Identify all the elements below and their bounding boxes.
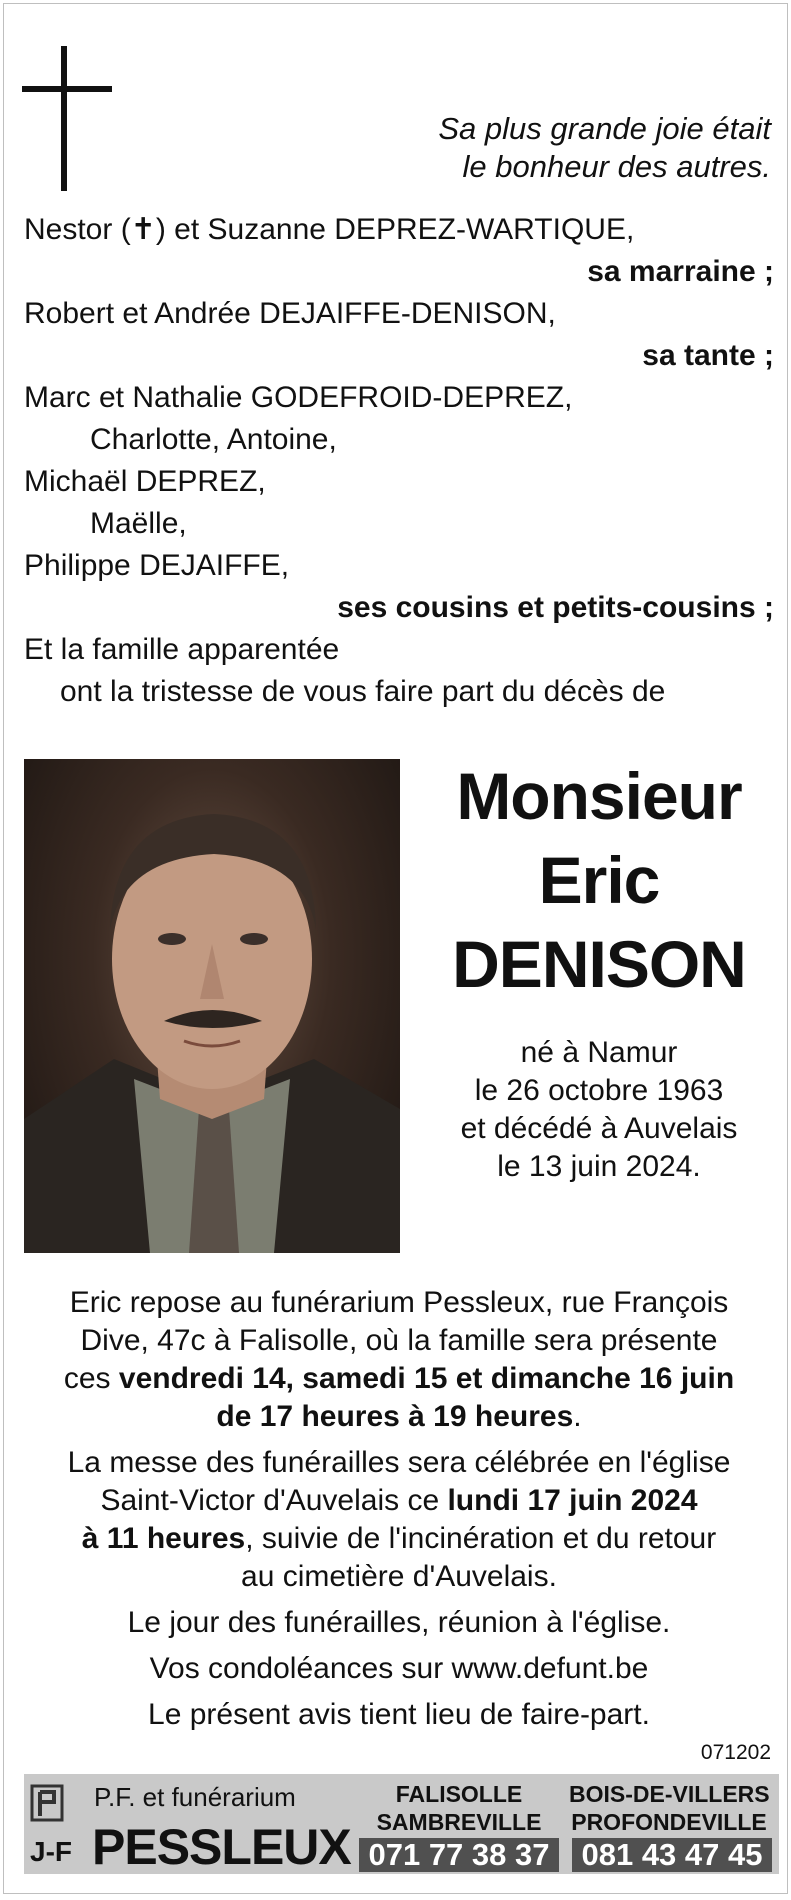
location-line: SAMBREVILLE <box>376 1809 542 1835</box>
text-span: , suivie de l'incinération et du retour <box>245 1522 717 1555</box>
location-line: PROFONDEVILLE <box>571 1809 767 1835</box>
text-line <box>24 1360 774 1398</box>
funeral-home-brand: PESSLEUX <box>92 1819 351 1875</box>
location-bois-de-villers <box>569 1780 769 1836</box>
text-line: au cimetière d'Auvelais. <box>241 1560 557 1593</box>
text-line: Eric repose au funérarium Pessleux, rue François <box>69 1286 729 1319</box>
family-row: Maëlle, <box>90 507 187 540</box>
text-line <box>24 1482 774 1520</box>
funeral-home-initials: J-F <box>30 1836 72 1867</box>
visitation-hours: de 17 heures à 19 heures <box>216 1400 574 1433</box>
phone-falisolle[interactable]: 071 77 38 37 <box>359 1838 559 1872</box>
announcement-line: ont la tristesse de vous faire part du décès de <box>60 675 666 708</box>
born-place: né à Namur <box>520 1036 678 1069</box>
mass-time: à 11 heures <box>81 1522 246 1555</box>
reference-number: 071202 <box>700 1741 771 1764</box>
family-row: Nestor (✝) et Suzanne DEPREZ-WARTIQUE, <box>24 213 635 246</box>
visitation-dates: vendredi 14, samedi 15 et dimanche 16 juin <box>118 1362 735 1395</box>
family-relation: ses cousins et petits-cousins ; <box>337 591 774 624</box>
quote-line: le bonheur des autres. <box>462 149 771 184</box>
funeral-home-banner <box>24 1774 779 1874</box>
location-line: FALISOLLE <box>395 1781 523 1807</box>
mass-date: lundi 17 juin 2024 <box>447 1484 698 1517</box>
epitaph-quote <box>251 110 771 186</box>
visitation-paragraph <box>24 1284 774 1436</box>
notice-statement: Le présent avis tient lieu de faire-part. <box>148 1698 650 1731</box>
deceased-title: Monsieur <box>456 759 742 833</box>
text-line: La messe des funérailles sera célébrée en l'église <box>67 1446 731 1479</box>
life-dates <box>434 1034 764 1186</box>
family-row: Et la famille apparentée <box>24 633 340 666</box>
portrait-photo <box>24 759 400 1253</box>
deceased-first-name: Eric <box>538 843 660 917</box>
funeral-home-subtitle: P.F. et funérarium <box>94 1782 296 1812</box>
cross-icon <box>22 46 112 191</box>
meeting-note: Le jour des funérailles, réunion à l'église. <box>127 1606 671 1639</box>
phone-bois-de-villers[interactable]: 081 43 47 45 <box>572 1838 772 1872</box>
born-date: le 26 octobre 1963 <box>474 1074 724 1107</box>
location-line: BOIS-DE-VILLERS <box>569 1781 770 1807</box>
family-row: Philippe DEJAIFFE, <box>24 549 290 582</box>
text-span: ces <box>63 1362 119 1395</box>
text-line <box>24 1398 774 1436</box>
died-date: le 13 juin 2024. <box>497 1150 701 1183</box>
text-line <box>24 1520 774 1558</box>
death-notice <box>3 3 788 1894</box>
deceased-last-name: DENISON <box>452 927 746 1001</box>
funeral-home-logo-icon <box>26 1782 70 1826</box>
family-list <box>24 209 774 713</box>
location-falisolle <box>359 1780 559 1836</box>
family-row: Michaël DEPREZ, <box>24 465 266 498</box>
condolences-link[interactable]: Vos condoléances sur www.defunt.be <box>149 1652 649 1685</box>
funeral-mass-paragraph <box>24 1444 774 1596</box>
text-span: Saint-Victor d'Auvelais ce <box>100 1484 448 1517</box>
family-row: Robert et Andrée DEJAIFFE-DENISON, <box>24 297 556 330</box>
family-relation: sa tante ; <box>642 339 774 372</box>
family-relation: sa marraine ; <box>587 255 774 288</box>
text-line: Dive, 47c à Falisolle, où la famille sera présente <box>80 1324 718 1357</box>
deceased-name <box>434 754 764 1006</box>
quote-line: Sa plus grande joie était <box>438 111 771 146</box>
ceremony-details <box>24 1284 774 1734</box>
text-span: . <box>573 1400 582 1433</box>
died-place: et décédé à Auvelais <box>460 1112 738 1145</box>
family-row: Charlotte, Antoine, <box>90 423 337 456</box>
family-row: Marc et Nathalie GODEFROID-DEPREZ, <box>24 381 573 414</box>
